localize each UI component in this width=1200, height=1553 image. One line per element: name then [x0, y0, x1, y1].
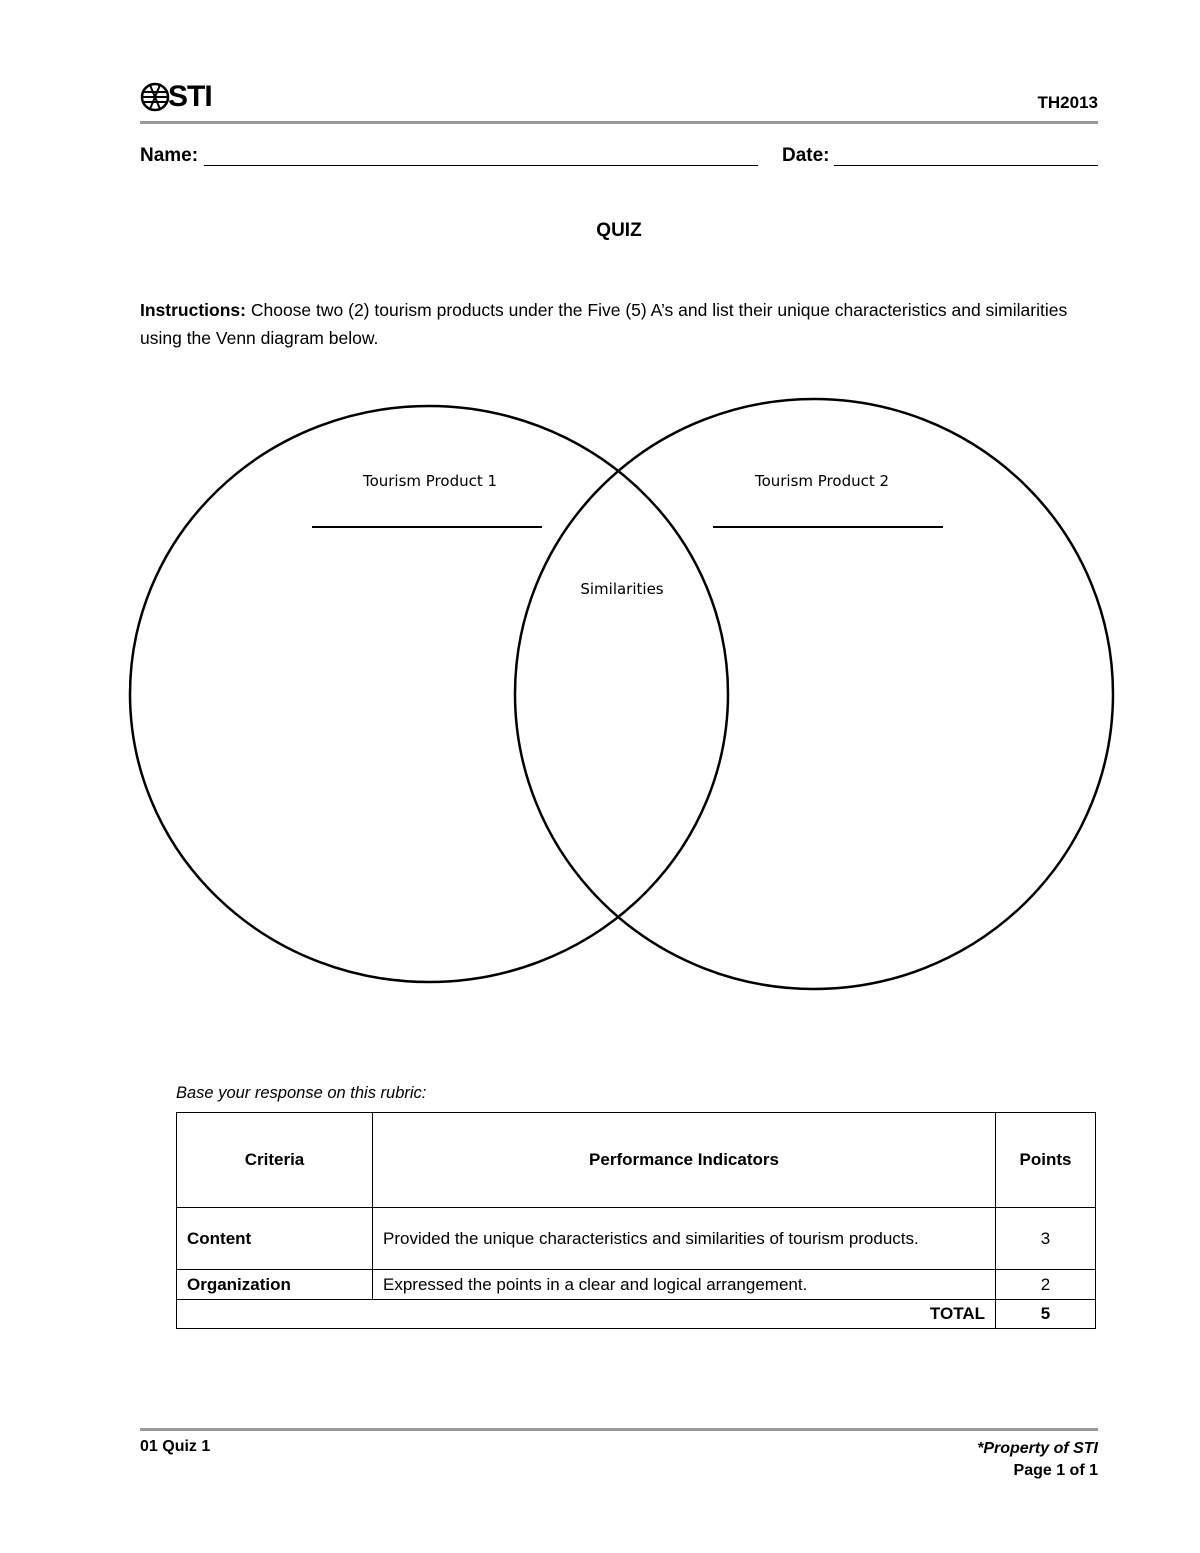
table-row [177, 1270, 1096, 1300]
course-code: TH2013 [1037, 93, 1098, 112]
row-criteria: Organization [177, 1270, 373, 1300]
quiz-title: QUIZ [596, 220, 642, 241]
row-indicator: Expressed the points in a clear and logical arrangement. [373, 1270, 996, 1300]
property-notice: *Property of STI [977, 1440, 1098, 1457]
venn-label-center: Similarities [580, 580, 664, 598]
row-points: 3 [996, 1208, 1096, 1270]
sti-logo [140, 80, 220, 114]
footer-divider [140, 1428, 1098, 1431]
header-criteria: Criteria [177, 1113, 373, 1208]
footer-right [977, 1438, 1098, 1482]
globe-icon [140, 80, 170, 114]
header-performance-indicators: Performance Indicators [373, 1113, 996, 1208]
rubric-note: Base your response on this rubric: [176, 1084, 427, 1102]
header-divider [140, 121, 1098, 124]
footer-module: 01 Quiz 1 [140, 1438, 211, 1455]
header-points: Points [996, 1113, 1096, 1208]
date-field[interactable] [834, 145, 1098, 166]
venn-circle-left [130, 406, 728, 982]
total-points: 5 [996, 1300, 1096, 1329]
page-number: Page 1 of 1 [1013, 1462, 1098, 1479]
rubric-header-row [177, 1113, 1096, 1208]
name-field[interactable] [204, 145, 758, 166]
instructions [140, 296, 1100, 352]
total-row [177, 1300, 1096, 1329]
rubric-table [176, 1112, 1096, 1329]
venn-label-left: Tourism Product 1 [362, 472, 498, 490]
venn-label-right: Tourism Product 2 [754, 472, 890, 490]
row-points: 2 [996, 1270, 1096, 1300]
row-indicator: Provided the unique characteristics and similarities of tourism products. [373, 1208, 996, 1270]
instructions-text: Choose two (2) tourism products under the Five (5) A’s and list their unique characteristics and similarities using the Venn diagram below. [140, 300, 1068, 348]
date-label: Date: [782, 145, 830, 166]
instructions-label: Instructions: [140, 300, 246, 320]
venn-diagram [120, 395, 1120, 1005]
total-label: TOTAL [177, 1300, 996, 1329]
table-row [177, 1208, 1096, 1270]
logo-text: STI [168, 80, 212, 113]
row-criteria: Content [177, 1208, 373, 1270]
name-label: Name: [140, 145, 199, 166]
